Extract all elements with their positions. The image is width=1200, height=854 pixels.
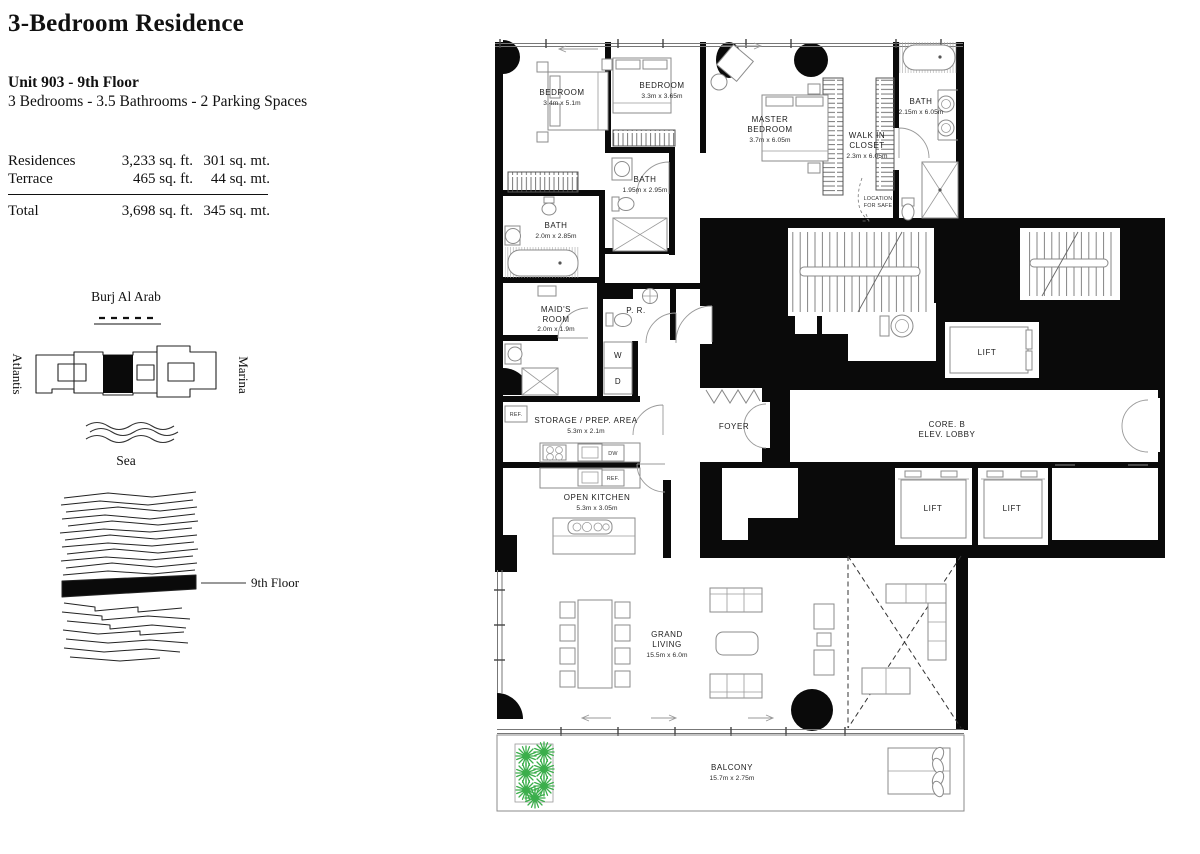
svg-text:3.3m x 3.65m: 3.3m x 3.65m bbox=[641, 93, 683, 100]
highlighted-floor-band bbox=[62, 575, 196, 597]
row-label: Total bbox=[8, 203, 39, 219]
svg-text:3.7m x 6.05m: 3.7m x 6.05m bbox=[749, 137, 791, 144]
staircase bbox=[1024, 232, 1116, 296]
row-label: Residences bbox=[8, 153, 76, 169]
row-imperial: 3,698 sq. ft. bbox=[121, 203, 193, 219]
safe-label: LOCATION bbox=[863, 196, 893, 202]
column bbox=[497, 693, 523, 719]
svg-text:BEDROOM: BEDROOM bbox=[747, 125, 793, 134]
room-label-bath3: BATH bbox=[544, 221, 568, 230]
staircase bbox=[792, 232, 930, 312]
table-row bbox=[8, 152, 270, 170]
room-label-living: GRAND bbox=[651, 630, 683, 639]
svg-text:ROOM: ROOM bbox=[542, 315, 570, 324]
svg-text:D: D bbox=[614, 377, 622, 386]
map-south-label: Sea bbox=[116, 453, 136, 468]
row-metric: 345 sq. mt. bbox=[203, 203, 270, 219]
footprint-inner bbox=[168, 363, 194, 381]
svg-text:3.4m x 5.1m: 3.4m x 5.1m bbox=[543, 100, 581, 107]
footprint-inner bbox=[137, 365, 154, 380]
room-label-storage: STORAGE / PREP. AREA bbox=[534, 416, 638, 425]
column bbox=[503, 40, 520, 74]
shower bbox=[922, 162, 958, 218]
svg-text:LIFT: LIFT bbox=[923, 504, 943, 513]
svg-text:5.3m x 3.05m: 5.3m x 3.05m bbox=[576, 505, 618, 512]
room-label-master-bath: BATH bbox=[909, 97, 933, 106]
bath-fixtures bbox=[612, 158, 669, 251]
svg-text:ELEV. LOBBY: ELEV. LOBBY bbox=[918, 430, 976, 439]
row-metric: 44 sq. mt. bbox=[210, 171, 270, 187]
column bbox=[794, 43, 828, 77]
toilet bbox=[902, 198, 914, 220]
svg-text:15.5m x 6.0m: 15.5m x 6.0m bbox=[646, 652, 688, 659]
row-imperial: 3,233 sq. ft. bbox=[121, 153, 193, 169]
unit-subtitle: 3 Bedrooms - 3.5 Bathrooms - 2 Parking Spaces bbox=[8, 93, 308, 110]
building-elevation bbox=[60, 492, 246, 661]
room-label-balcony: BALCONY bbox=[710, 763, 754, 772]
svg-text:REF.: REF. bbox=[606, 476, 620, 482]
room-label-pr: P. R. bbox=[626, 306, 646, 315]
washer-dryer bbox=[604, 342, 632, 394]
floor-plan-drawing bbox=[480, 0, 1200, 854]
map-west-label: Atlantis bbox=[10, 353, 25, 395]
room-label-bath2: BATH bbox=[633, 175, 657, 184]
location-and-elevation bbox=[0, 270, 300, 690]
table-divider bbox=[8, 194, 268, 195]
svg-text:2.0m x 2.85m: 2.0m x 2.85m bbox=[535, 233, 577, 240]
room-label-kitchen: OPEN KITCHEN bbox=[563, 493, 631, 502]
footprint-inner bbox=[58, 364, 86, 381]
plant-icon bbox=[525, 788, 545, 808]
svg-text:REF.: REF. bbox=[509, 412, 523, 418]
sea-waves-icon bbox=[86, 423, 178, 443]
svg-text:W: W bbox=[613, 351, 623, 360]
highlighted-unit-block bbox=[103, 355, 133, 393]
table-row bbox=[8, 170, 270, 188]
map-north-label: Burj Al Arab bbox=[91, 289, 161, 304]
svg-text:1.95m x 2.95m: 1.95m x 2.95m bbox=[622, 187, 668, 194]
unit-title: Unit 903 - 9th Floor bbox=[8, 74, 139, 91]
svg-text:LIFT: LIFT bbox=[1002, 504, 1022, 513]
balcony-area bbox=[497, 735, 964, 811]
row-metric: 301 sq. mt. bbox=[203, 153, 270, 169]
svg-text:LIVING: LIVING bbox=[652, 640, 682, 649]
dining-table bbox=[560, 600, 630, 688]
row-imperial: 465 sq. ft. bbox=[133, 171, 193, 187]
svg-text:DW: DW bbox=[608, 451, 618, 457]
map-east-label: Marina bbox=[236, 356, 251, 394]
row-label: Terrace bbox=[8, 171, 53, 187]
svg-text:2.15m x 6.05m: 2.15m x 6.05m bbox=[898, 109, 944, 116]
sun-loungers bbox=[888, 746, 950, 799]
svg-text:FOR SAFE: FOR SAFE bbox=[863, 203, 893, 209]
svg-text:LIFT: LIFT bbox=[977, 348, 997, 357]
room-label-wic: WALK IN bbox=[848, 131, 886, 140]
room-label-bedroom2: BEDROOM bbox=[639, 81, 685, 90]
column bbox=[791, 689, 833, 731]
room-label-maid: MAID'S bbox=[540, 305, 572, 314]
svg-text:2.0m x 1.9m: 2.0m x 1.9m bbox=[537, 326, 575, 333]
area-table bbox=[8, 152, 270, 220]
room-label-foyer: FOYER bbox=[718, 422, 750, 431]
door-arc bbox=[899, 128, 929, 158]
table-total-row bbox=[8, 202, 270, 220]
location-map bbox=[10, 289, 251, 468]
room-label-master: MASTER bbox=[751, 115, 789, 124]
core-toilet bbox=[880, 315, 913, 337]
sofa-set bbox=[710, 588, 834, 698]
bathtub bbox=[899, 42, 958, 73]
floor-callout-label: 9th Floor bbox=[251, 575, 300, 590]
svg-text:15.7m x 2.75m: 15.7m x 2.75m bbox=[709, 775, 755, 782]
svg-text:2.3m x 6.05m: 2.3m x 6.05m bbox=[846, 153, 888, 160]
corner-sofa bbox=[862, 584, 946, 694]
room-label-bedroom1: BEDROOM bbox=[539, 88, 585, 97]
room-label-core: CORE. B bbox=[928, 420, 966, 429]
svg-text:CLOSET: CLOSET bbox=[849, 141, 885, 150]
page-title: 3-Bedroom Residence bbox=[8, 10, 244, 37]
svg-text:5.3m x 2.1m: 5.3m x 2.1m bbox=[567, 428, 605, 435]
